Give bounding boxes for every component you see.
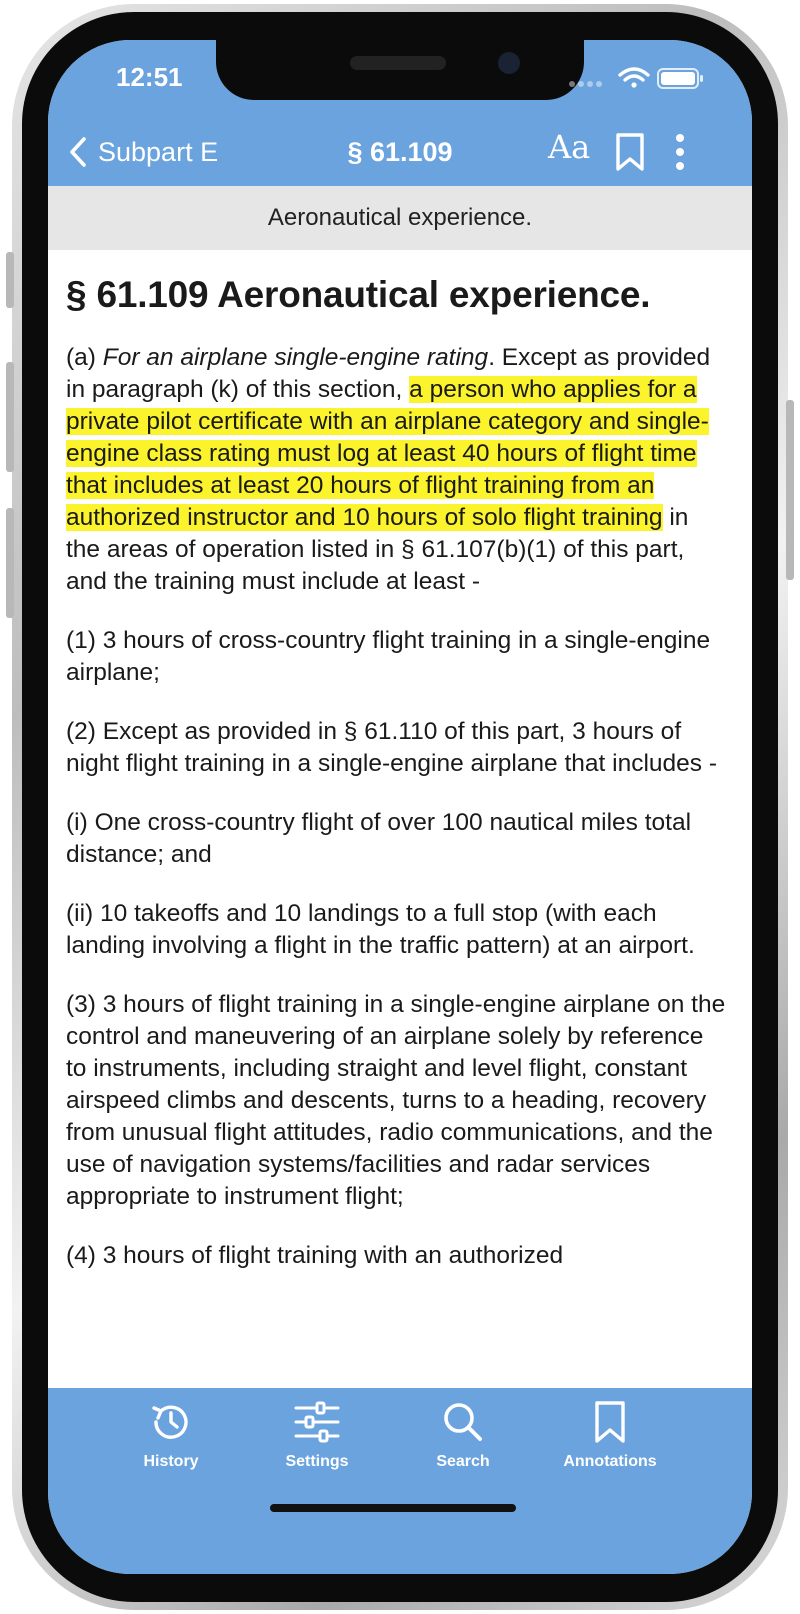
paragraph-i[interactable]: (i) One cross-country flight of over 100 nautical miles total distance; and — [66, 809, 692, 868]
tab-search-label: Search — [436, 1453, 490, 1470]
paragraph-a-text: . Except as provided in paragraph (k) of this section, — [66, 344, 711, 403]
paragraph-ii[interactable]: (ii) 10 takeoffs and 10 landings to a full stop (with each landing involving a flight in the traffic pattern) at an airport. — [66, 900, 695, 959]
status-time: 12:51 — [116, 62, 183, 92]
tab-settings[interactable] — [242, 1400, 392, 1471]
paragraph-a-prefix: (a) — [66, 344, 103, 371]
volume-down-button — [6, 508, 14, 618]
volume-up-button — [6, 362, 14, 472]
home-indicator[interactable] — [270, 1504, 516, 1512]
signal-icon — [569, 81, 602, 87]
power-button — [786, 400, 794, 580]
paragraph-a[interactable] — [66, 342, 726, 598]
status-icons — [568, 64, 718, 94]
tab-history[interactable] — [96, 1400, 246, 1471]
back-button[interactable] — [68, 132, 218, 172]
tab-annotations-label: Annotations — [563, 1453, 657, 1470]
battery-icon — [658, 69, 703, 88]
back-button-label: Subpart E — [98, 136, 219, 167]
paragraph-2[interactable]: (2) Except as provided in § 61.110 of this part, 3 hours of night flight training in a single-engine airplane that includes - — [66, 718, 718, 777]
tab-bar — [48, 1388, 752, 1574]
speaker-grille — [350, 56, 446, 70]
screen — [48, 40, 752, 1574]
tab-search[interactable] — [388, 1400, 538, 1471]
paragraph-4[interactable]: (4) 3 hours of flight training with an authorized — [66, 1242, 564, 1269]
paragraph-3[interactable]: (3) 3 hours of flight training in a single-engine airplane on the control and maneuvering of an airplane solely by reference to instruments, including straight and level flight, constant airspeed climbs and descents, turns to a heading, recovery from unusual flight attitudes, radio communications, and the use of navigation systems/facilities and radar services appropriate to instrument flight; — [66, 991, 726, 1210]
paragraph-a-text-end: in the areas of operation listed in § 61.107(b)(1) of this part, and the training must include at least - — [66, 504, 689, 595]
tab-settings-label: Settings — [285, 1453, 349, 1470]
font-size-button[interactable]: Aa — [548, 128, 591, 166]
paragraph-a-italic: For an airplane single-engine rating — [102, 344, 489, 371]
tab-annotations[interactable] — [535, 1400, 685, 1471]
article-content — [66, 262, 726, 1299]
page-title: § 61.109 — [347, 137, 453, 167]
wifi-icon — [620, 69, 648, 88]
front-camera — [498, 52, 520, 74]
bookmark-icon — [590, 1400, 630, 1444]
tab-history-label: History — [143, 1453, 199, 1470]
paragraph-1[interactable]: (1) 3 hours of cross-country flight training in a single-engine airplane; — [66, 627, 711, 686]
section-heading: § 61.109 Aeronautical experience. — [66, 274, 651, 315]
more-options-icon[interactable] — [672, 132, 688, 172]
bookmark-icon[interactable] — [614, 132, 646, 172]
history-icon — [148, 1400, 194, 1444]
sliders-icon — [293, 1400, 341, 1444]
chevron-left-icon — [68, 136, 88, 168]
silent-switch — [6, 252, 14, 308]
notch — [216, 40, 584, 100]
highlighted-text[interactable]: a person who applies for a private pilot certificate with an airplane category and single-engine class rating must log at least 40 hours of flight time that includes at least 20 hours of flight training from an authorized instructor and 10 hours of solo flight training — [66, 376, 709, 531]
section-subheader: Aeronautical experience. — [48, 186, 752, 250]
search-icon — [440, 1400, 486, 1444]
